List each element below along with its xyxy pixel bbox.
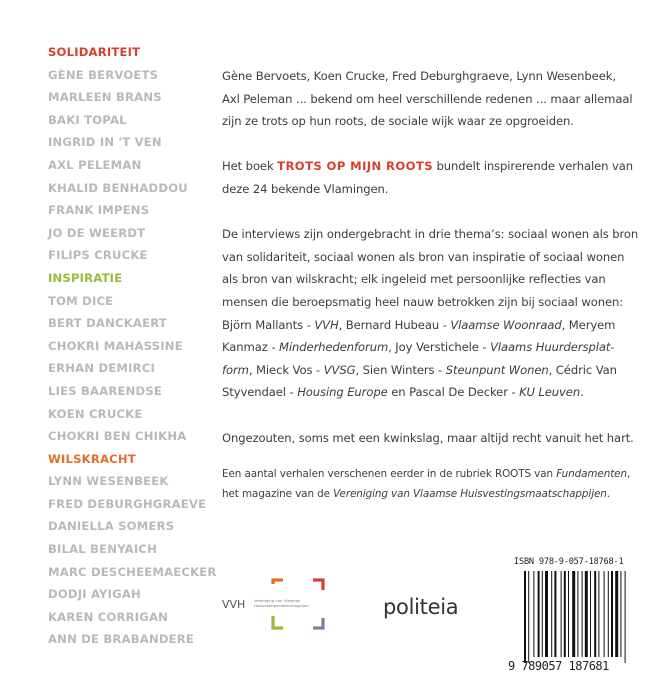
- barcode-bar: [604, 571, 605, 657]
- barcode-bar: [568, 571, 569, 657]
- list-item: MARLEEN BRANS: [48, 90, 162, 105]
- list-item: KOEN CRUCKE: [48, 406, 143, 421]
- list-item: LYNN WESENBEEK: [48, 474, 169, 489]
- list-item: AXL PELEMAN: [48, 157, 142, 172]
- barcode-bar: [551, 571, 552, 657]
- themes-line: De interviews zijn ondergebracht in drie thema’s: sociaal wonen als bron: [222, 227, 639, 242]
- list-item: KHALID BENHADDOU: [48, 180, 188, 195]
- barcode-bar: [594, 571, 596, 657]
- list-item: BAKI TOPAL: [48, 112, 127, 127]
- themes-line: van solidariteit, sociaal wonen als bron van inspiratie of sociaal wonen: [222, 249, 625, 264]
- isbn-text: ISBN 978-9-057-18768-1: [514, 557, 624, 567]
- list-item: MARC DESCHEEMAECKER: [48, 564, 217, 579]
- themes-line: als bron van wilskracht; elk ingeleid met persoonlijke reflecties van: [222, 272, 606, 287]
- list-item: FRANK IMPENS: [48, 203, 150, 218]
- section-heading-inspiratie: INSPIRATIE: [48, 270, 123, 285]
- themes-line: Styvendael - Housing Europe en Pascal De Decker - KU Leuven.: [222, 385, 584, 400]
- vvh-logo: [221, 578, 351, 634]
- barcode-bar: [561, 571, 562, 657]
- list-item: JO DE WEERDT: [48, 225, 146, 240]
- vvh-subtitle: Huisvestingsmaatschappijen: [254, 603, 309, 608]
- section-heading-wilskracht: WILSKRACHT: [48, 451, 136, 466]
- barcode-bar: [615, 571, 618, 657]
- contributor-list: [48, 41, 217, 651]
- note-line: het magazine van de Vereniging van Vlaamse Huisvestingsmaatschappijen.: [222, 487, 610, 500]
- themes-line: Björn Mallants - VVH, Bernard Hubeau - Vlaamse Woonraad, Meryem: [222, 317, 616, 332]
- barcode-bar: [577, 571, 578, 657]
- barcode-bar: [590, 571, 591, 657]
- book-line: [222, 155, 642, 178]
- vvh-wordmark: VVH: [222, 598, 246, 611]
- list-item: DANIELLA SOMERS: [48, 519, 175, 534]
- barcode-bar: [564, 571, 566, 657]
- barcode-bar: [625, 571, 626, 663]
- list-item: GÈNE BERVOETS: [48, 67, 159, 82]
- list-item: INGRID IN 'T VEN: [48, 135, 162, 150]
- book-line: deze 24 bekende Vlamingen.: [222, 181, 389, 196]
- book-post: bundelt inspirerende verhalen van: [432, 159, 633, 174]
- vvh-subtitle: Vereniging van Vlaamse: [254, 598, 300, 603]
- barcode-bar: [611, 571, 613, 657]
- list-item: BILAL BENYAICH: [48, 542, 157, 557]
- intro-line: Axl Peleman ... bekend om heel verschillende redenen ... maar allemaal: [222, 91, 633, 106]
- barcode-bar: [608, 571, 609, 657]
- list-item: CHOKRI BEN CHIKHA: [48, 429, 187, 444]
- barcode-bar: [572, 571, 575, 657]
- list-item: FRED DEBURGHGRAEVE: [48, 496, 207, 511]
- book-title: TROTS OP MIJN ROOTS: [277, 159, 433, 174]
- barcode-bar: [585, 571, 588, 657]
- barcode-bar: [538, 571, 540, 657]
- list-item: FILIPS CRUCKE: [48, 248, 148, 263]
- barcode-bar: [545, 571, 548, 657]
- themes-line: Kanmaz - Minderhedenforum, Joy Verstichele - Vlaams Huurdersplat-: [222, 340, 615, 355]
- note-line: Een aantal verhalen verschenen eerder in de rubriek ROOTS van Fundamenten,: [222, 468, 631, 481]
- politeia-logo: politeia: [383, 595, 459, 619]
- list-item: ERHAN DEMIRCI: [48, 361, 156, 376]
- intro-line: zijn ze trots op hun roots, de sociale wijk waar ze opgroeiden.: [222, 114, 574, 129]
- barcode-bar: [528, 571, 529, 663]
- intro-line: Gène Bervoets, Koen Crucke, Fred Deburghgraeve, Lynn Wesenbeek,: [222, 69, 616, 83]
- list-item: TOM DICE: [48, 293, 114, 308]
- barcode-bar: [533, 571, 534, 657]
- book-pre: Het boek: [222, 159, 278, 174]
- barcode-bar: [554, 571, 556, 657]
- closing-line: Ongezouten, soms met een kwinkslag, maar altijd recht vanuit het hart.: [222, 430, 634, 445]
- barcode-digits: 9 789057 187681: [508, 659, 609, 673]
- list-item: KAREN CORRIGAN: [48, 609, 169, 624]
- section-heading-solidariteit: SOLIDARITEIT: [48, 45, 141, 59]
- list-item: LIES BAARENDSE: [48, 383, 163, 398]
- list-item: BERT DANCKAERT: [48, 316, 167, 331]
- list-item: ANN DE BRABANDERE: [48, 632, 195, 647]
- barcode-bar: [542, 571, 543, 657]
- barcode-bar: [524, 571, 526, 663]
- barcode-bar: [598, 571, 599, 657]
- barcode-bar: [620, 571, 621, 657]
- list-item: DODJI AYIGAH: [48, 587, 141, 602]
- themes-line: form, Mieck Vos - VVSG, Sien Winters - Steunpunt Wonen, Cédric Van: [222, 362, 617, 377]
- list-item: CHOKRI MAHASSINE: [48, 338, 183, 353]
- blurb-text: [222, 65, 642, 504]
- themes-line: mensen die beroepsmatig heel nauw betrokken zijn bij sociaal wonen:: [222, 294, 624, 309]
- barcode-bar: [582, 571, 583, 657]
